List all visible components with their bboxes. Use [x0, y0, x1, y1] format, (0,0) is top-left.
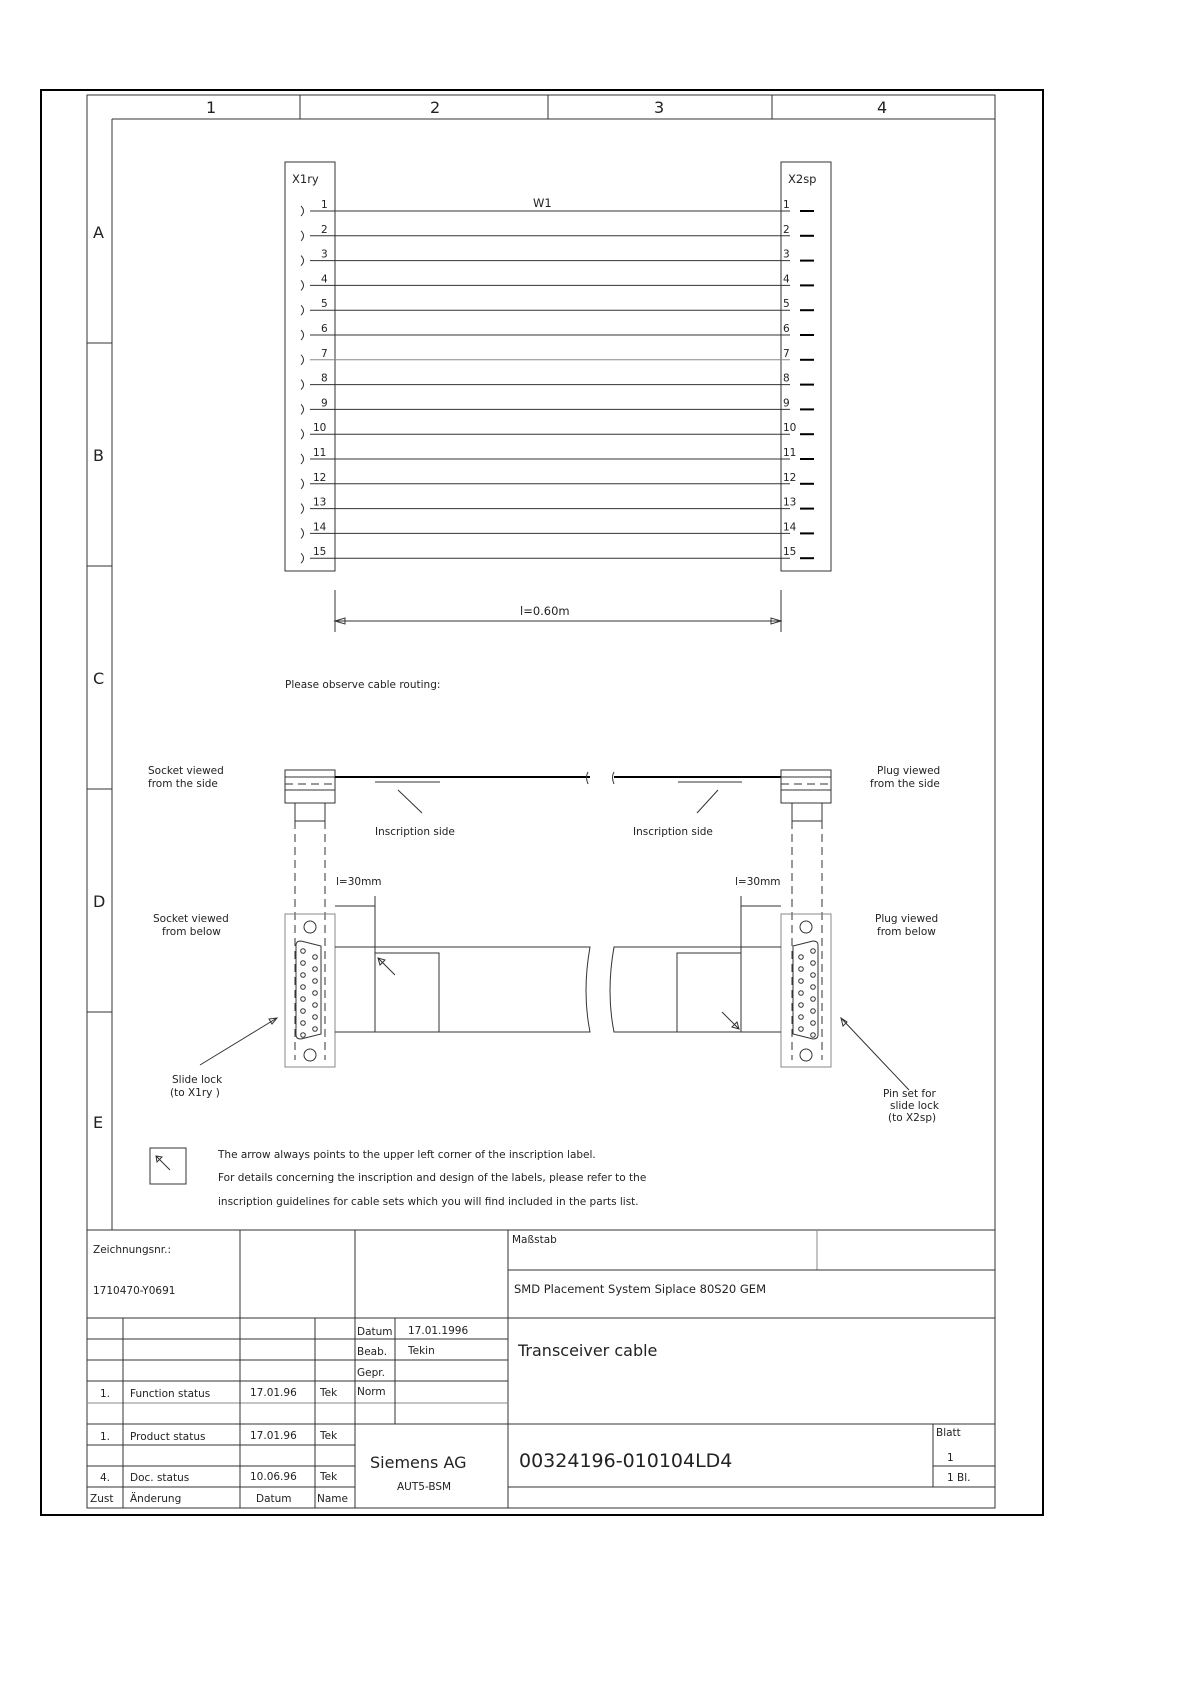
- arrow-legend-box: [150, 1148, 186, 1184]
- socket-contact-icon: [301, 206, 304, 216]
- pin-label-right: 12: [783, 471, 797, 484]
- slide-lock-label: Slide lock: [172, 1074, 223, 1086]
- datum-label: Datum: [357, 1326, 393, 1338]
- system-name: SMD Placement System Siplace 80S20 GEM: [514, 1282, 766, 1296]
- socket-contact-icon: [301, 404, 304, 414]
- dsub-pin: [313, 991, 318, 996]
- socket-contact-icon: [301, 429, 304, 439]
- gepr-label: Gepr.: [357, 1367, 385, 1379]
- beab-label: Beab.: [357, 1346, 388, 1358]
- title-block: [87, 1230, 995, 1508]
- socket-contact-icon: [301, 454, 304, 464]
- revision-row: [100, 1430, 338, 1443]
- sheet-number: 1: [947, 1452, 954, 1464]
- socket-contact-icon: [301, 330, 304, 340]
- socket-flange: [285, 914, 335, 1067]
- outer-border: [41, 90, 1043, 1515]
- dsub-pin: [301, 949, 306, 954]
- drawing-no: 1710470-Y0691: [93, 1285, 176, 1297]
- right-connector-label: X2sp: [788, 172, 817, 186]
- pin-label-left: 3: [321, 248, 328, 261]
- socket-contact-icon: [301, 553, 304, 563]
- dsub-pin: [313, 979, 318, 984]
- inscription-side-label: Inscription side: [375, 826, 455, 838]
- header-zust: Zust: [90, 1493, 114, 1505]
- socket-contact-icon: [301, 380, 304, 390]
- dsub-pin: [313, 967, 318, 972]
- plug-below-label: from below: [877, 926, 936, 938]
- dsub-pin: [811, 961, 816, 966]
- offset-label: l=30mm: [735, 876, 781, 888]
- dsub-pin: [811, 1033, 816, 1038]
- dsub-pin: [301, 997, 306, 1002]
- rev-name: Tek: [320, 1471, 338, 1483]
- note-line: The arrow always points to the upper left corner of the inscription label.: [218, 1149, 596, 1161]
- rev-date: 10.06.96: [250, 1471, 297, 1483]
- label-area: [677, 953, 741, 1032]
- dsub-pin: [301, 1021, 306, 1026]
- socket-contact-icon: [301, 231, 304, 241]
- dsub-pin: [799, 955, 804, 960]
- column-label: 1: [206, 98, 217, 117]
- pin-label-left: 15: [313, 546, 327, 559]
- rev-change: Function status: [130, 1388, 211, 1400]
- pin-label-right: 7: [783, 347, 790, 360]
- plug-below-label: Plug viewed: [875, 913, 939, 925]
- cable-label: W1: [533, 196, 552, 210]
- drawing-title: Transceiver cable: [518, 1341, 658, 1360]
- arrow-icon: [156, 1156, 170, 1170]
- left-connector-label: X1ry: [292, 172, 319, 186]
- pin-label-left: 9: [321, 397, 328, 410]
- routing-heading: Please observe cable routing:: [285, 679, 441, 691]
- socket-contact-icon: [301, 256, 304, 266]
- pin-label-right: 15: [783, 546, 797, 559]
- rev-change: Doc. status: [130, 1472, 190, 1484]
- column-label: 2: [430, 98, 441, 117]
- pin-label-right: 5: [783, 298, 790, 311]
- row-label: E: [93, 1113, 104, 1132]
- dsub-pin: [301, 1009, 306, 1014]
- dsub-pin: [811, 1009, 816, 1014]
- dsub-pin: [301, 973, 306, 978]
- drawing-frame: [87, 95, 995, 1508]
- dsub-pin: [799, 979, 804, 984]
- dsub-pin: [301, 985, 306, 990]
- socket-contact-icon: [301, 355, 304, 365]
- dsub-pin: [811, 949, 816, 954]
- plug-flange: [781, 914, 831, 1067]
- dsub-pin: [799, 1015, 804, 1020]
- pin-label-right: 9: [783, 397, 790, 410]
- rev-name: Tek: [320, 1387, 338, 1399]
- department: AUT5-BSM: [397, 1481, 452, 1493]
- document-number: 00324196-010104LD4: [519, 1450, 733, 1472]
- pin-label-left: 2: [321, 223, 328, 236]
- pin-label-right: 1: [783, 199, 790, 211]
- offset-label: l=30mm: [336, 876, 382, 888]
- dsub-pin: [799, 991, 804, 996]
- plug-side-label: Plug viewed: [877, 765, 941, 777]
- sheet-count: 1 Bl.: [947, 1472, 971, 1484]
- drawing-no-label: Zeichnungsnr.:: [93, 1244, 171, 1256]
- dsub-pin: [811, 973, 816, 978]
- routing-diagram: [148, 765, 940, 1124]
- wiring-schematic: [285, 162, 831, 632]
- pin-label-right: 6: [783, 323, 790, 335]
- pin-label-left: 11: [313, 447, 327, 459]
- socket-contact-icon: [301, 528, 304, 538]
- inscription-side-label: Inscription side: [633, 826, 713, 838]
- column-label: 4: [877, 98, 888, 117]
- socket-contact-icon: [301, 479, 304, 489]
- revision-row: [100, 1387, 338, 1400]
- pin-label-left: 1: [321, 199, 328, 211]
- pin-label-right: 11: [783, 447, 797, 459]
- note-line: inscription guidelines for cable sets which you will find included in the parts list.: [218, 1196, 639, 1208]
- row-label: A: [93, 223, 104, 242]
- pin-set-label: Pin set for: [883, 1088, 936, 1100]
- rev-zust: 4.: [100, 1472, 111, 1484]
- header-date: Datum: [256, 1493, 292, 1505]
- pin-label-left: 10: [313, 422, 327, 435]
- dsub-pin: [301, 961, 306, 966]
- header-change: Änderung: [130, 1493, 182, 1505]
- pin-label-right: 8: [783, 372, 790, 385]
- pin-label-left: 12: [313, 471, 327, 484]
- pin-label-left: 5: [321, 298, 328, 311]
- sheet-label: Blatt: [936, 1427, 961, 1439]
- socket-contact-icon: [301, 280, 304, 290]
- scale-label: Maßstab: [512, 1234, 557, 1246]
- pin-label-left: 13: [313, 496, 327, 509]
- dsub-pin: [799, 1027, 804, 1032]
- note-line: For details concerning the inscription and design of the labels, please refer to the: [218, 1172, 647, 1184]
- row-label: D: [93, 892, 106, 911]
- dsub-pin: [811, 1021, 816, 1026]
- slide-lock-label: (to X1ry ): [170, 1087, 220, 1099]
- pin-label-left: 4: [321, 273, 328, 286]
- pin-label-left: 6: [321, 323, 328, 335]
- socket-contact-icon: [301, 504, 304, 514]
- rev-zust: 1.: [100, 1431, 111, 1443]
- pin-label-right: 14: [783, 521, 797, 534]
- socket-side-label: from the side: [148, 778, 218, 790]
- dsub-pin: [313, 1027, 318, 1032]
- revision-row: [100, 1471, 338, 1484]
- socket-side-label: Socket viewed: [148, 765, 224, 777]
- dsub-pin: [799, 1003, 804, 1008]
- row-label: B: [93, 446, 104, 465]
- pin-label-left: 8: [321, 372, 328, 385]
- row-label: C: [93, 669, 105, 688]
- rev-date: 17.01.96: [250, 1387, 297, 1399]
- dsub-pin: [799, 967, 804, 972]
- pin-label-right: 3: [783, 248, 790, 261]
- pin-label-right: 10: [783, 422, 797, 435]
- socket-below-label: from below: [162, 926, 221, 938]
- rev-date: 17.01.96: [250, 1430, 297, 1442]
- pin-label-right: 4: [783, 273, 790, 286]
- pin-label-right: 2: [783, 223, 790, 236]
- beab-value: Tekin: [408, 1345, 435, 1357]
- pin-label-left: 7: [321, 347, 328, 360]
- socket-below-label: Socket viewed: [153, 913, 229, 925]
- datum-value: 17.01.1996: [408, 1325, 469, 1337]
- dsub-pin: [313, 1015, 318, 1020]
- dsub-pin: [301, 1033, 306, 1038]
- rev-name: Tek: [320, 1430, 338, 1442]
- company-name: Siemens AG: [370, 1453, 467, 1472]
- header-name: Name: [317, 1493, 348, 1505]
- column-label: 3: [654, 98, 665, 117]
- pin-label-right: 13: [783, 496, 797, 509]
- dsub-pin: [811, 985, 816, 990]
- rev-change: Product status: [130, 1431, 206, 1443]
- dsub-pin: [811, 997, 816, 1002]
- dsub-pin: [313, 1003, 318, 1008]
- pin-set-label: (to X2sp): [888, 1112, 937, 1124]
- dsub-pin: [313, 955, 318, 960]
- cable-length: l=0.60m: [520, 604, 570, 618]
- norm-label: Norm: [357, 1386, 386, 1398]
- socket-contact-icon: [301, 305, 304, 315]
- pin-set-label: slide lock: [890, 1100, 939, 1112]
- pin-label-left: 14: [313, 521, 327, 534]
- rev-zust: 1.: [100, 1388, 111, 1400]
- plug-side-label: from the side: [870, 778, 940, 790]
